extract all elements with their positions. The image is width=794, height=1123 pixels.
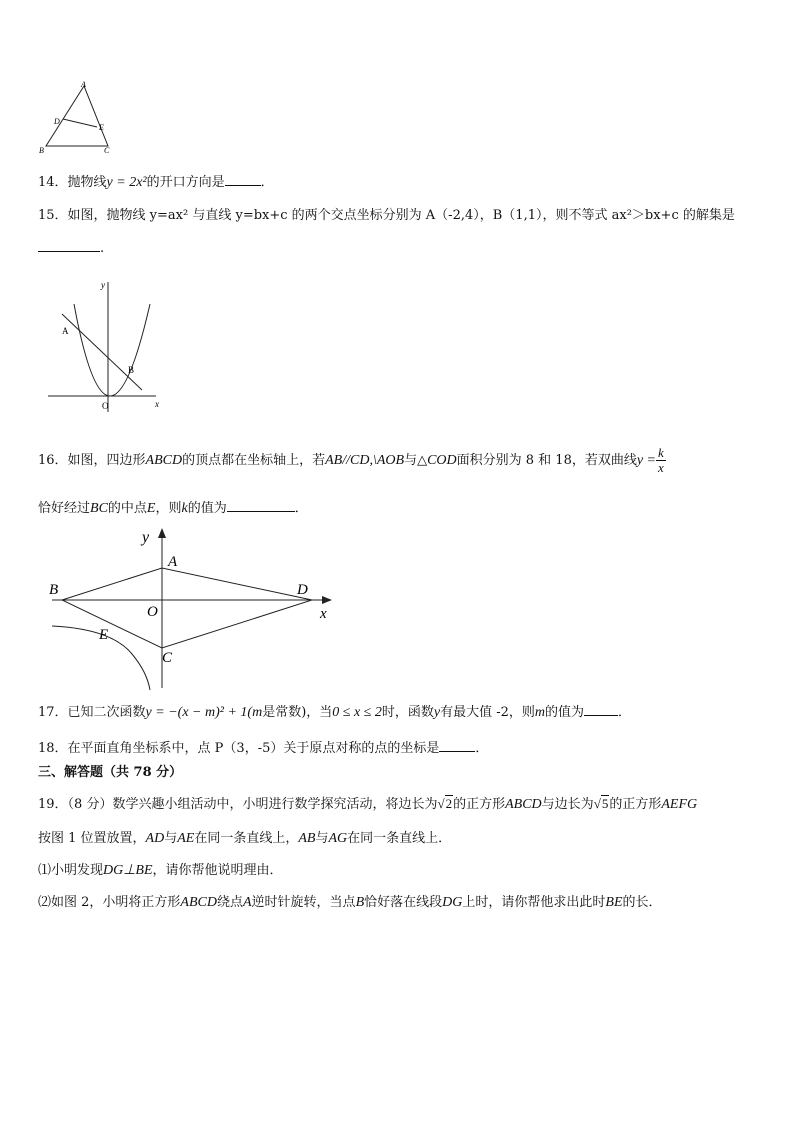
- label-c: C: [162, 650, 173, 666]
- q17-m2: m: [534, 705, 546, 720]
- label-d: D: [297, 582, 308, 598]
- x-axis-arrow: [322, 596, 332, 604]
- q19-sqrt2-value: 2: [445, 796, 453, 811]
- q19-part2-dg: DG: [442, 895, 463, 910]
- q19-sqrt5-value: 5: [601, 796, 609, 811]
- q19-ab: AB: [298, 831, 316, 846]
- label-a: A: [168, 554, 178, 570]
- q16-text-h: 的值为: [187, 501, 227, 516]
- label-e: E: [99, 123, 104, 132]
- q17-answer-blank[interactable]: [584, 702, 618, 716]
- q19-ad: AD: [145, 831, 165, 846]
- parabola-curve: [74, 304, 150, 396]
- label-d: D: [54, 117, 60, 126]
- q17-end: ．: [618, 705, 632, 720]
- q14-prefix: 14．抛物线: [38, 175, 107, 190]
- q16-fraction: [656, 446, 666, 475]
- q19-part2-abcd: ABCD: [180, 895, 217, 910]
- q17-text-c: 有最大值 -2，则: [440, 705, 535, 720]
- q16-text-d: 面积分别为 8 和 18，若双曲线: [456, 453, 637, 468]
- q16-fraction-num: k: [658, 445, 664, 460]
- q16-y-equals: y =: [636, 453, 657, 468]
- q14-expression: y = 2x²: [106, 175, 147, 190]
- q19-text-e: 按图 1 位置放置，: [38, 831, 146, 846]
- label-c: C: [104, 146, 110, 155]
- q15-end: .: [100, 241, 105, 256]
- q16-text-c: 与△: [404, 453, 428, 468]
- q19-part2-a: ⑵如图 2，小明将正方形: [38, 895, 181, 910]
- label-o: O: [147, 604, 158, 620]
- q19-text-b: 的正方形: [453, 797, 506, 812]
- y-axis-arrow: [158, 528, 166, 538]
- q16-e: E: [146, 501, 156, 516]
- q19-abcd: ABCD: [505, 797, 542, 812]
- question-17: [38, 702, 631, 722]
- q19-part2-point-b: B: [355, 895, 365, 910]
- q19-text-d: 的正方形: [609, 797, 662, 812]
- q19-part2-b: 绕点: [216, 895, 243, 910]
- q16-k: k: [181, 501, 188, 516]
- q16-condition: AB//CD,\AOB: [325, 453, 405, 468]
- question-19-part1: [38, 862, 283, 880]
- question-15: [38, 207, 735, 225]
- question-19: [38, 795, 697, 814]
- q19-part2-point-a: A: [242, 895, 252, 910]
- label-a: A: [62, 326, 69, 336]
- label-a: A: [81, 80, 86, 89]
- q17-expression: y = −(x − m)² + 1(: [145, 705, 253, 720]
- q16-text-f: 的中点: [107, 501, 147, 516]
- q19-text-i: 在同一条直线上．: [347, 831, 452, 846]
- line-through-ab: [62, 314, 142, 390]
- q19-part2-f: 的长．: [622, 895, 662, 910]
- triangle-abc: [46, 86, 108, 146]
- q19-part2-d: 恰好落在线段: [364, 895, 443, 910]
- q16-bc: BC: [90, 501, 108, 516]
- q16-text-e: 恰好经过: [38, 501, 91, 516]
- q19-ag: AG: [328, 831, 348, 846]
- label-b: B: [49, 582, 59, 598]
- q18-text: 18．在平面直角坐标系中，点 P（3，-5）关于原点对称的点的坐标是: [38, 741, 440, 756]
- q14-answer-blank[interactable]: [225, 172, 261, 186]
- question-19-part2: [38, 894, 662, 912]
- label-b: B: [39, 146, 44, 155]
- q14-suffix: 的开口方向是: [146, 175, 225, 190]
- question-16: [38, 446, 666, 476]
- q17-range: 0 ≤ x ≤ 2: [332, 705, 382, 720]
- triangle-figure: [36, 78, 116, 158]
- label-y: y: [101, 280, 105, 290]
- q18-end: ．: [475, 741, 489, 756]
- q18-answer-blank[interactable]: [439, 738, 475, 752]
- q17-prefix: 17．已知二次函数: [38, 705, 146, 720]
- label-o: O: [102, 401, 109, 411]
- q19-part2-be: BE: [605, 895, 623, 910]
- question-14: [38, 172, 274, 192]
- segment-de: [63, 119, 97, 127]
- parabola-line-figure: [44, 276, 169, 416]
- q16-abcd: ABCD: [145, 453, 183, 468]
- label-e: E: [99, 627, 109, 643]
- label-b: B: [128, 365, 135, 375]
- question-19-line2: [38, 830, 451, 848]
- q16-text-g: ，则: [155, 501, 182, 516]
- q19-text-c: 与边长为: [541, 797, 594, 812]
- q17-suffix: 的值为: [545, 705, 585, 720]
- quadrilateral-hyperbola-figure: [44, 526, 344, 692]
- question-15-cont: [38, 238, 104, 258]
- q19-part1-a: ⑴小明发现: [38, 863, 104, 878]
- q16-text-b: 的顶点都在坐标轴上，若: [182, 453, 326, 468]
- q16-answer-blank[interactable]: [227, 498, 295, 512]
- q19-part1-relation: DG⊥BE: [103, 863, 153, 878]
- q15-answer-blank[interactable]: [38, 238, 100, 252]
- q19-text-f: 与: [164, 831, 178, 846]
- question-18: [38, 738, 488, 758]
- q15-text: 15．如图，抛物线 y=ax² 与直线 y=bx+c 的两个交点坐标分别为 A（-2,4），B（1,1），则不等式 ax²＞bx+c 的解集是: [38, 208, 735, 223]
- q14-end: ．: [260, 175, 274, 190]
- q16-text-a: 16．如图，四边形: [38, 453, 146, 468]
- q19-text-a: 19．（8 分）数学兴趣小组活动中，小明进行数学探究活动，将边长为: [38, 797, 438, 812]
- q16-fraction-den: x: [658, 460, 664, 475]
- q19-sqrt2: √2: [437, 796, 453, 811]
- question-16-cont: [38, 498, 308, 518]
- label-x: x: [320, 606, 327, 622]
- label-y: y: [142, 529, 150, 546]
- q16-end: ．: [294, 501, 308, 516]
- section-3-title-text: 三、解答题（共 78 分）: [38, 765, 183, 780]
- q19-part1-b: ，请你帮他说明理由．: [152, 863, 283, 878]
- q16-cod: COD: [427, 453, 457, 468]
- label-x: x: [155, 399, 159, 409]
- q17-m: m: [252, 705, 263, 720]
- q17-text-a: 是常数)，当: [262, 705, 333, 720]
- q19-sqrt5: √5: [593, 796, 609, 811]
- q17-y: y: [433, 705, 441, 720]
- q19-aefg: AEFG: [661, 797, 698, 812]
- q19-part2-e: 上时，请你帮他求出此时: [462, 895, 606, 910]
- section-3-title: [38, 764, 182, 782]
- q19-text-g: 在同一条直线上，: [194, 831, 299, 846]
- q19-ae: AE: [177, 831, 195, 846]
- q19-part2-c: 逆时针旋转，当点: [251, 895, 356, 910]
- q19-text-h: 与: [315, 831, 329, 846]
- q17-text-b: 时，函数: [381, 705, 434, 720]
